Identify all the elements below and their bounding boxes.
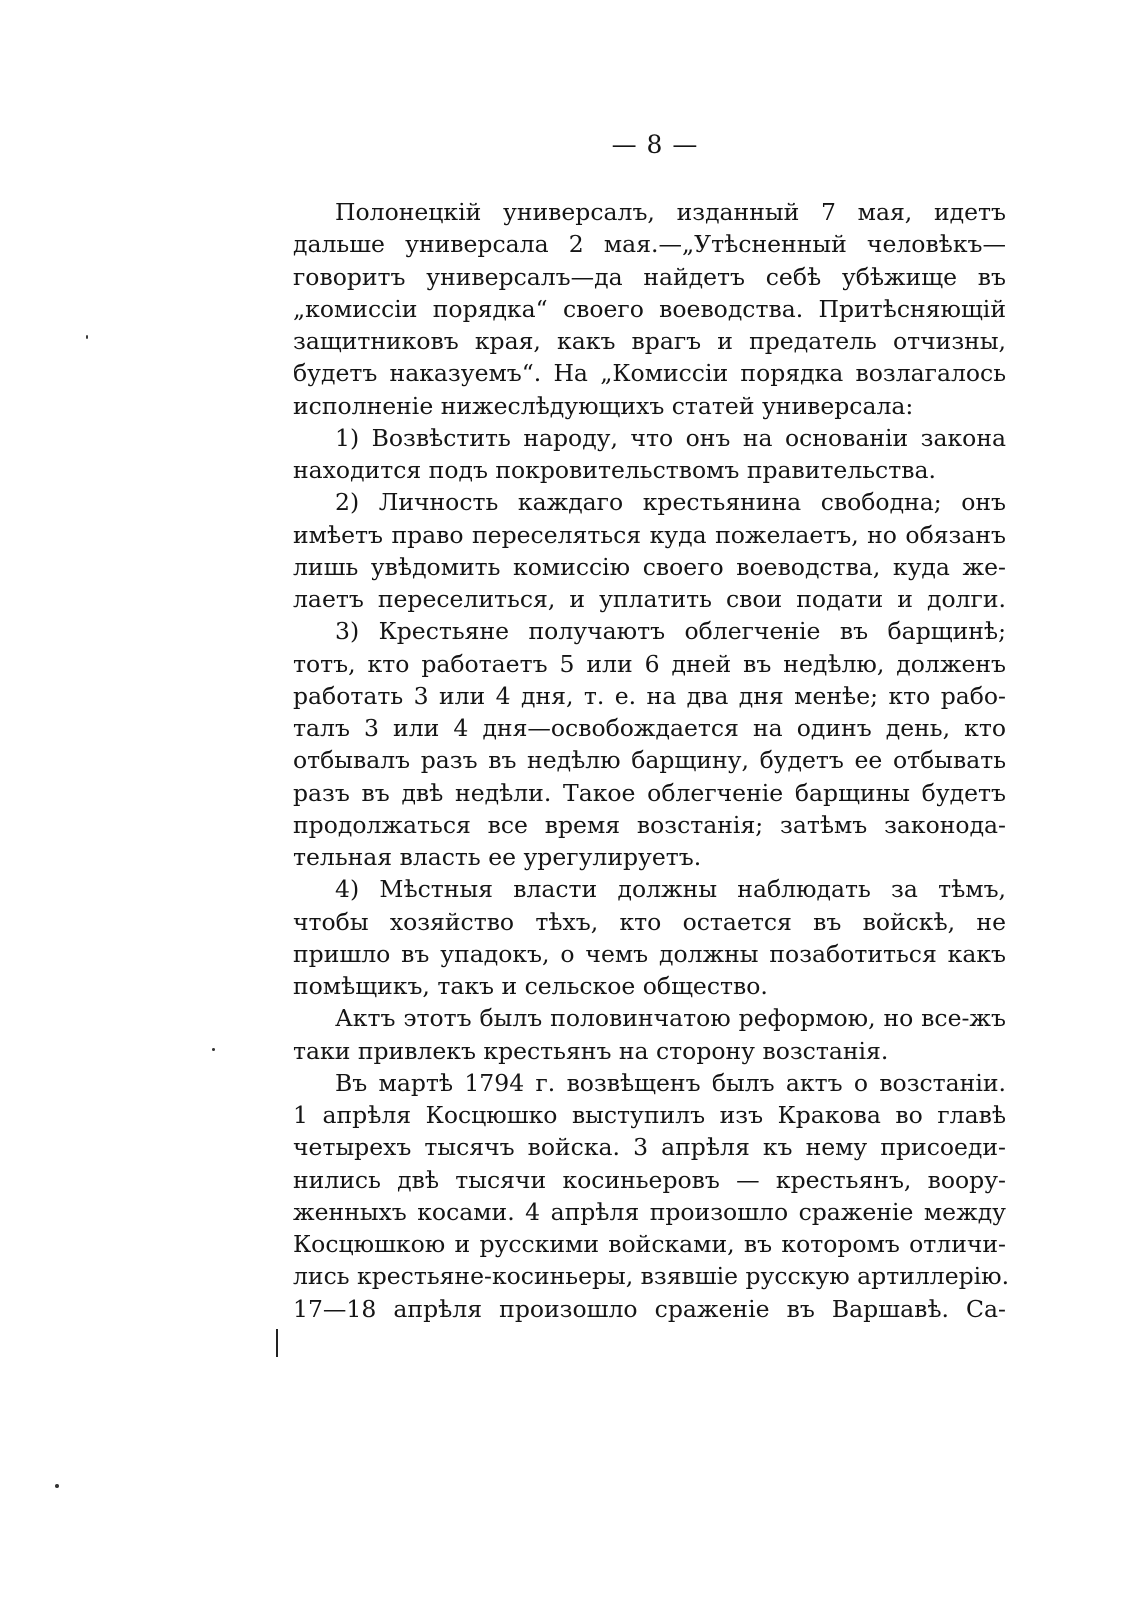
text-line: Въ мартѣ 1794 г. возвѣщенъ былъ актъ о возстаніи. — [335, 1068, 1006, 1097]
text-line: „комиссіи порядка“ своего воеводства. Притѣсняющій — [293, 294, 1006, 323]
scan-speck — [86, 335, 88, 339]
text-line: работать 3 или 4 дня, т. е. на два дня менѣе; кто рабо- — [293, 681, 1006, 710]
text-line: тельная власть ее урегулируетъ. — [293, 843, 702, 871]
text-line: находится подъ покровительствомъ правительства. — [293, 456, 936, 484]
body-text — [293, 196, 1010, 1325]
text-line: отбывалъ разъ въ недѣлю барщину, будетъ ее отбывать — [293, 746, 1006, 775]
text-line: 1) Возвѣстить народу, что онъ на основаніи закона — [335, 423, 1006, 452]
text-line: лись крестьяне-косиньеры, взявшіе русскую артиллерію. — [293, 1262, 1010, 1291]
text-line: Косцюшкою и русскими войсками, въ которомъ отличи- — [293, 1230, 1006, 1258]
margin-mark — [276, 1329, 278, 1357]
text-line: чтобы хозяйство тѣхъ, кто остается въ войскѣ, не — [293, 907, 1006, 936]
text-line: помѣщикъ, такъ и сельское общество. — [293, 972, 768, 1000]
text-line: говоритъ универсалъ—да найдетъ себѣ убѣжище въ — [293, 262, 1006, 291]
text-line: 3) Крестьяне получаютъ облегченіе въ барщинѣ; — [335, 617, 1006, 646]
text-line: пришло въ упадокъ, о чемъ должны позаботиться какъ — [293, 939, 1006, 968]
text-line: исполненіе нижеслѣдующихъ статей универсала: — [293, 391, 914, 420]
text-line: лишь увѣдомить комиссію своего воеводства, куда же- — [293, 552, 1006, 581]
text-line: имѣетъ право переселяться куда пожелаетъ, но обязанъ — [293, 520, 1006, 549]
text-line: тотъ, кто работаетъ 5 или 6 дней въ недѣлю, долженъ — [293, 649, 1006, 678]
text-line: дальше универсала 2 мая.—„Утѣсненный человѣкъ— — [293, 230, 1006, 259]
text-line: четырехъ тысячъ войска. 3 апрѣля къ нему присоеди- — [293, 1133, 1006, 1162]
text-line: будетъ наказуемъ“. На „Комиссіи порядка возлагалось — [293, 359, 1006, 388]
text-line: Актъ этотъ былъ половинчатою реформою, но все-жъ — [335, 1004, 1006, 1033]
scan-speck — [212, 1048, 215, 1051]
text-line: лаетъ переселиться, и уплатить свои подати и долги. — [293, 585, 1006, 613]
text-line: 4) Мѣстныя власти должны наблюдать за тѣмъ, — [335, 875, 1006, 904]
text-line: 1 апрѣля Косцюшко выступилъ изъ Кракова во главѣ — [293, 1101, 1006, 1129]
text-line: защитниковъ края, какъ врагъ и предатель отчизны, — [293, 327, 1006, 355]
text-line: талъ 3 или 4 дня—освобождается на одинъ день, кто — [293, 714, 1006, 742]
text-line: 2) Личность каждаго крестьянина свободна; онъ — [335, 488, 1006, 517]
text-line: нились двѣ тысячи косиньеровъ — крестьянъ, воору- — [293, 1165, 1006, 1194]
text-line: таки привлекъ крестьянъ на сторону возстанія. — [293, 1036, 889, 1065]
text-line: разъ въ двѣ недѣли. Такое облегченіе барщины будетъ — [293, 778, 1006, 807]
scan-speck — [55, 1484, 59, 1488]
text-line: продолжаться все время возстанія; затѣмъ законода- — [293, 810, 1006, 839]
text-line: Полонецкій универсалъ, изданный 7 мая, идетъ — [335, 198, 1006, 226]
text-line: 17—18 апрѣля произошло сраженіе въ Варшавѣ. Са- — [293, 1294, 1006, 1323]
text-line: женныхъ косами. 4 апрѣля произошло сраженіе между — [293, 1197, 1006, 1226]
page-number: — 8 — — [611, 130, 699, 159]
